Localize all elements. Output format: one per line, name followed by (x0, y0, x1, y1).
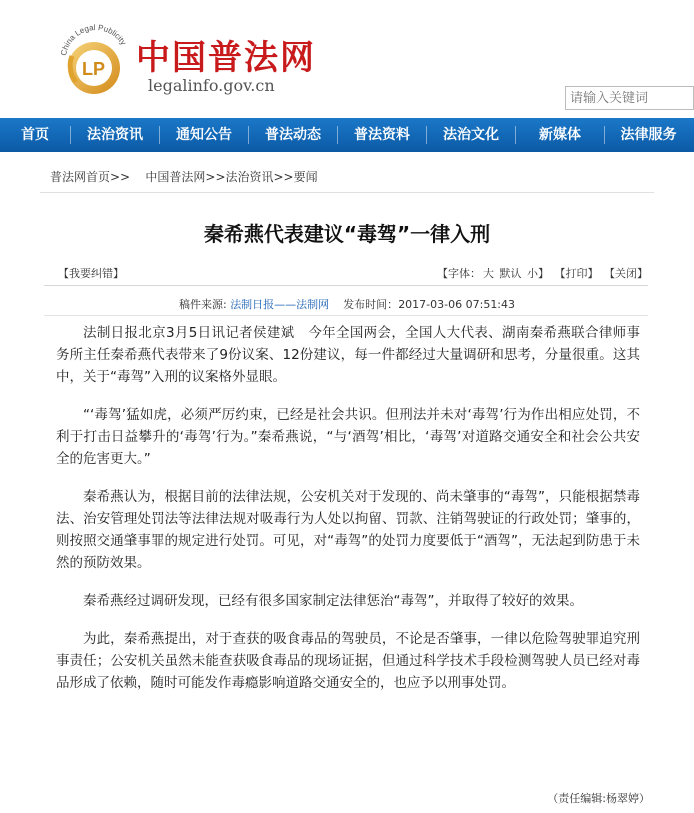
publish-label: 发布时间： (343, 298, 399, 311)
article-paragraph: 法制日报北京3月5日讯记者侯建斌 今年全国两会，全国人大代表、湖南秦希燕联合律师事务所主任秦希燕代表带来了9份议案、12份建议，每一件都经过大量调研和思考，分量很重。这其中，关于“毒驾”入刑的议案格外显眼。 (56, 325, 640, 385)
site-domain: legalinfo.gov.cn (148, 76, 275, 95)
report-error-link[interactable]: 【我要纠错】 (58, 267, 124, 280)
divider (44, 285, 648, 286)
article-paragraph: 为此，秦希燕提出，对于查获的吸食毒品的驾驶员，不论是否肇事，一律以危险驾驶罪追究刑事责任；公安机关虽然未能查获吸食毒品的现场证据，但通过科学技术手段检测驾驶人员已经对毒品形成了依赖，随时可能发作毒瘾影响道路交通安全的，也应予以刑事处罚。 (56, 631, 640, 691)
article-body (56, 322, 640, 710)
nav-item-notices[interactable]: 通知公告 (176, 127, 232, 143)
site-header (0, 0, 694, 118)
article-paragraph: “‘毒驾’猛如虎，必须严厉约束，已经是社会共识。但刑法并未对‘毒驾’行为作出相应处罚，不利于打击日益攀升的‘毒驾’行为。”秦希燕说，“与‘酒驾’相比，‘毒驾’对道路交通安全和社会公共安全的危害更大。” (56, 407, 640, 467)
site-logo-icon[interactable] (54, 20, 134, 100)
site-title[interactable]: 中国普法网 (136, 38, 316, 78)
close-link[interactable]: 【关闭】 (604, 267, 648, 280)
breadcrumb-trail[interactable]: 中国普法网>>法治资讯>>要闻 (145, 170, 318, 184)
source-link[interactable]: 法制日报——法制网 (230, 298, 330, 311)
font-default-link[interactable]: 默认 (499, 267, 522, 280)
source-label: 稿件来源: (178, 298, 227, 311)
main-nav (0, 118, 694, 152)
article-title: 秦希燕代表建议“毒驾”一律入刑 (203, 222, 491, 246)
nav-item-new-media[interactable]: 新媒体 (539, 127, 581, 143)
nav-item-home[interactable]: 首页 (21, 127, 49, 143)
svg-text:LP: LP (82, 59, 106, 79)
search-input[interactable] (565, 86, 694, 110)
font-small-link[interactable]: 小】 (527, 267, 549, 280)
nav-item-legal-services[interactable]: 法律服务 (620, 127, 677, 143)
logo-arc-text: China Legal Publicity (59, 23, 129, 57)
article-paragraph: 秦希燕认为，根据目前的法律法规，公安机关对于发现的、尚未肇事的“毒驾”，只能根据禁毒法、治安管理处罚法等法律法规对吸毒行为人处以拘留、罚款、注销驾驶证的行政处罚；肇事的，则按照交通肇事罪的规定进行处罚。可见，对“毒驾”的处罚力度要低于“酒驾”，无法起到防患于未然的预防效果。 (56, 489, 640, 571)
article-meta (0, 296, 694, 312)
publish-time: 2017-03-06 07:51:43 (398, 298, 516, 311)
divider (40, 192, 654, 193)
print-link[interactable]: 【打印】 (554, 267, 599, 280)
tool-links (435, 265, 648, 281)
nav-item-news[interactable]: 法治资讯 (87, 127, 143, 143)
nav-item-materials[interactable]: 普法资料 (354, 127, 410, 143)
nav-item-dynamics[interactable]: 普法动态 (265, 127, 321, 143)
divider (44, 315, 648, 316)
font-size-label: 【字体： (437, 267, 481, 280)
font-large-link[interactable]: 大 (483, 267, 494, 280)
article-paragraph: 秦希燕经过调研发现，已经有很多国家制定法律惩治“毒驾”，并取得了较好的效果。 (83, 593, 583, 609)
responsible-editor: （责任编辑:杨翠婷） (547, 792, 650, 805)
breadcrumb-home-link[interactable]: 普法网首页>> (50, 170, 131, 184)
breadcrumb (50, 168, 318, 185)
nav-item-culture[interactable]: 法治文化 (443, 127, 499, 143)
